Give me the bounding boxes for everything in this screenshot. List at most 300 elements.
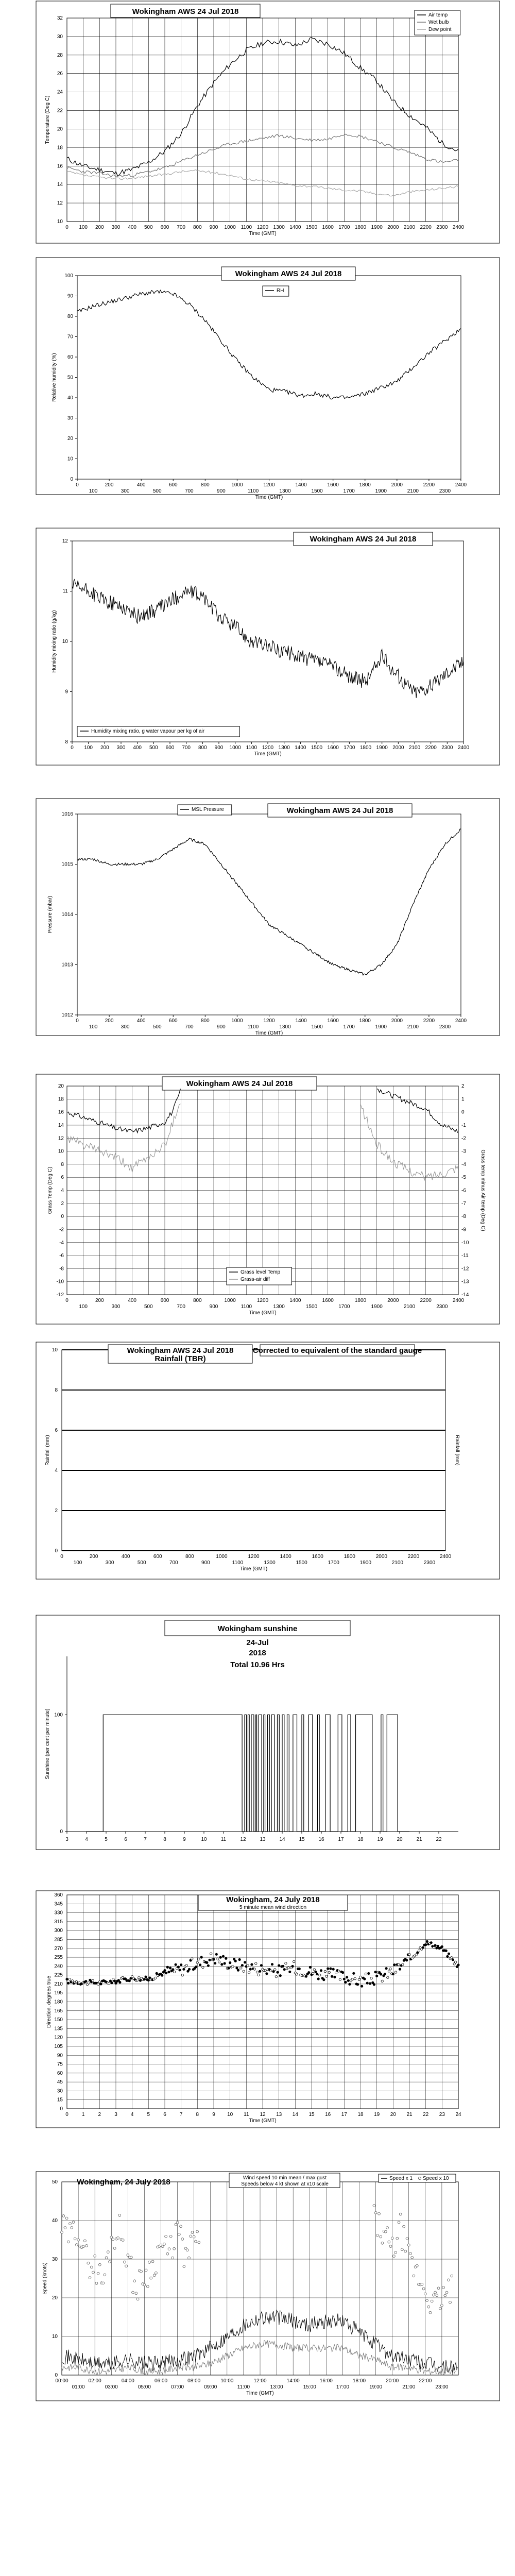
chart8-point — [138, 1976, 140, 1978]
chart9-xtick: 12:00 — [253, 2378, 267, 2384]
chart8-point — [448, 1953, 450, 1955]
chart8-ytick: 285 — [54, 1937, 63, 1943]
chart3-xlabel: Time (GMT) — [254, 751, 282, 757]
chart9-legend-entry: Speed x 1 — [389, 2176, 413, 2181]
chart1-legend-entry: Wet bulb — [428, 20, 449, 25]
chart6-subtitle: Rainfall (TBR) — [154, 1354, 206, 1363]
chart2-xtick: 600 — [168, 482, 178, 488]
chart2-xtick: 300 — [121, 488, 130, 494]
chart5-ytick-right: -11 — [461, 1253, 469, 1259]
chart8-ytick: 330 — [54, 1910, 63, 1916]
chart8-point — [222, 1955, 224, 1957]
chart9-point-x10 — [445, 2291, 448, 2294]
chart8-point — [406, 1959, 408, 1961]
chart8-ytick: 0 — [60, 2106, 63, 2112]
chart9-point-x10 — [378, 2213, 381, 2215]
chart8-xtick: 9 — [212, 2112, 215, 2117]
chart8-point — [68, 1978, 71, 1980]
chart9-xtick: 07:00 — [171, 2384, 184, 2390]
chart8-point — [366, 1982, 368, 1984]
chart4-ytick: 1013 — [61, 962, 73, 968]
chart5-ytick: 8 — [61, 1161, 64, 1167]
chart3-xtick: 1100 — [246, 745, 258, 751]
chart1-xtick: 1600 — [322, 225, 334, 230]
chart8-xtick: 24 — [455, 2112, 461, 2117]
chart4-xtick: 700 — [184, 1024, 194, 1030]
chart5-xtick: 800 — [193, 1298, 202, 1303]
chart9-xtick: 04:00 — [121, 2378, 134, 2384]
chart4-xtick: 1900 — [375, 1024, 387, 1030]
chart9-point-x10 — [98, 2263, 101, 2266]
chart8-ytick: 75 — [57, 2061, 63, 2067]
chart8-xtick: 15 — [308, 2112, 315, 2117]
chart8-point — [253, 1968, 255, 1970]
chart8-point — [249, 1968, 251, 1970]
chart9-point-x10 — [388, 2241, 390, 2243]
chart8-xtick: 5 — [147, 2112, 150, 2117]
chart8-point — [213, 1958, 215, 1960]
chart9-point-x10 — [183, 2265, 185, 2268]
chart9-point-x10 — [169, 2235, 172, 2238]
chart8-point — [154, 1977, 156, 1979]
chart8-xtick: 0 — [65, 2112, 68, 2117]
chart8-point — [283, 1969, 285, 1971]
chart2-xtick: 2200 — [423, 482, 435, 488]
chart3-xtick: 2300 — [441, 745, 453, 751]
chart4-ytick: 1015 — [61, 861, 73, 868]
chart5-ytick-right: 0 — [461, 1109, 465, 1115]
chart8-point — [108, 1982, 110, 1985]
chart5-ytick-right: -6 — [461, 1188, 466, 1194]
chart4-xtick: 1300 — [279, 1024, 291, 1030]
chart8-point — [169, 1967, 171, 1969]
chart8-point — [447, 1955, 449, 1957]
chart7-date: 24-Jul — [246, 1638, 269, 1647]
chart8-point — [200, 1956, 202, 1958]
chart5-xtick: 600 — [160, 1298, 169, 1303]
chart8-point — [305, 1975, 307, 1977]
chart8-point — [181, 1974, 183, 1976]
chart9-xtick: 19:00 — [369, 2384, 383, 2390]
chart8-ytick: 105 — [54, 2043, 63, 2049]
chart9-point-x10 — [403, 2225, 405, 2228]
chart6-ylabel: Rainfall (mm) — [45, 1435, 50, 1466]
chart2-xtick: 500 — [152, 488, 162, 494]
chart9-point-x10 — [94, 2255, 96, 2257]
chart3-ytick: 12 — [62, 538, 68, 544]
chart5-xtick: 1400 — [289, 1298, 301, 1303]
chart8-xtick: 17 — [341, 2112, 347, 2117]
chart8-point — [185, 1964, 187, 1967]
chart5-legend-entry: Grass-air diff — [241, 1277, 270, 1282]
chart9-point-x10 — [421, 2283, 423, 2286]
chart8-point — [266, 1973, 268, 1975]
chart8-xtick: 8 — [196, 2112, 199, 2117]
chart4-xtick: 200 — [105, 1018, 114, 1024]
chart5-xtick: 1100 — [241, 1304, 252, 1310]
chart2-xtick: 1000 — [231, 482, 243, 488]
chart8-point — [228, 1967, 230, 1969]
chart8-point — [441, 1945, 443, 1947]
chart8-point — [415, 1954, 417, 1956]
chart8-ylabel: Direction, degrees true — [46, 1975, 52, 2028]
chart5-ytick-right: -9 — [461, 1227, 466, 1233]
chart2-xtick: 0 — [76, 482, 79, 488]
chart6-ytick: 2 — [55, 1508, 58, 1514]
chart2-xtick: 1700 — [343, 488, 355, 494]
chart8-point — [374, 1971, 376, 1973]
chart6-xtick: 1400 — [280, 1554, 291, 1560]
chart8-point — [66, 1978, 68, 1980]
chart4-xlabel: Time (GMT) — [255, 1030, 283, 1036]
chart8-point — [164, 1969, 166, 1971]
chart5-ytick-right: -2 — [461, 1136, 466, 1142]
chart2-xtick: 1300 — [279, 488, 291, 494]
chart8-point — [334, 1976, 336, 1978]
chart9-point-x10 — [449, 2301, 452, 2304]
chart8-point — [221, 1963, 223, 1965]
chart3-xtick: 1300 — [278, 745, 290, 751]
chart5-ytick-right: -10 — [461, 1240, 469, 1246]
chart9-point-x10 — [89, 2277, 91, 2279]
chart2-xtick: 1100 — [247, 488, 259, 494]
chart7-xtick: 22 — [436, 1837, 442, 1842]
chart2-ylabel: Relative humidity (%) — [52, 353, 57, 402]
chart8-point — [347, 1979, 349, 1981]
chart9-point-x10 — [384, 2230, 387, 2233]
chart7-series-sunshine — [87, 1715, 409, 1832]
chart9-point-x10 — [150, 2277, 152, 2279]
chart9-point-x10 — [82, 2245, 84, 2248]
chart5-xtick: 700 — [177, 1304, 186, 1310]
chart9-legend-entry: Speed x 10 — [423, 2176, 449, 2181]
chart8-point — [165, 1972, 167, 1974]
chart8-point — [224, 1962, 226, 1964]
chart5-ytick: -10 — [56, 1279, 64, 1285]
chart9-point-x10 — [386, 2227, 389, 2229]
chart8-ytick: 240 — [54, 1963, 63, 1970]
chart8-point — [271, 1963, 273, 1965]
chart6-ytick: 0 — [55, 1548, 58, 1554]
chart9-point-x10 — [376, 2234, 379, 2236]
chart8-point — [85, 1980, 87, 1982]
chart8-point — [452, 1959, 454, 1961]
chart3-xtick: 400 — [133, 745, 142, 751]
chart8-point — [180, 1964, 182, 1966]
chart8-point — [258, 1974, 260, 1976]
chart5-ytick-right: 1 — [461, 1096, 465, 1103]
chart4-xtick: 900 — [217, 1024, 226, 1030]
chart9-point-x10 — [122, 2239, 124, 2242]
chart2-xtick: 2300 — [439, 488, 451, 494]
chart5-xtick: 1500 — [305, 1304, 318, 1310]
chart8-point — [402, 1963, 404, 1965]
chart6-ytick: 8 — [55, 1387, 58, 1393]
chart8-point — [71, 1980, 73, 1982]
chart9-xlabel: Time (GMT) — [246, 2391, 274, 2396]
chart6-xtick: 1300 — [264, 1560, 276, 1566]
chart8-subtitle: 5 minute mean wind direction — [239, 1905, 307, 1910]
chart7-title: Wokingham sunshine — [217, 1624, 298, 1633]
chart8-point — [278, 1964, 280, 1967]
chart5-ytick-right: -13 — [461, 1279, 469, 1285]
chart4-xtick: 600 — [168, 1018, 178, 1024]
chart9-ytick: 40 — [52, 2218, 58, 2224]
chart8-point — [202, 1966, 204, 1968]
chart5-xtick: 1700 — [338, 1304, 350, 1310]
chart8-ytick: 90 — [57, 2053, 63, 2059]
chart9-ytick: 50 — [52, 2179, 58, 2185]
chart3-ytick: 10 — [62, 639, 68, 645]
chart8-point — [327, 1968, 329, 1970]
chart9-xtick: 03:00 — [105, 2384, 118, 2390]
chart9-point-x10 — [198, 2241, 200, 2244]
chart2-ytick: 40 — [67, 395, 73, 401]
chart8-point — [111, 1981, 113, 1984]
chart6-xtick: 2300 — [423, 1560, 436, 1566]
chart9-ytick: 0 — [55, 2372, 58, 2378]
chart8-point — [147, 1979, 149, 1981]
chart6-xtick: 1200 — [248, 1554, 260, 1560]
chart3-xtick: 700 — [182, 745, 191, 751]
chart9-xtick: 01:00 — [72, 2384, 85, 2390]
chart8-point — [308, 1971, 310, 1973]
chart9-point-x10 — [413, 2275, 415, 2277]
chart9-point-x10 — [166, 2252, 169, 2255]
chart7-xtick: 6 — [124, 1837, 127, 1842]
chart1-xtick: 2400 — [452, 225, 465, 230]
chart2-xtick: 200 — [105, 482, 114, 488]
chart8-point — [298, 1968, 300, 1970]
chart8-xtick: 3 — [114, 2112, 117, 2117]
chart7-xtick: 13 — [260, 1837, 266, 1842]
chart6-ytick: 10 — [52, 1347, 58, 1353]
chart8-point — [381, 1980, 383, 1982]
chart5-ytick: 20 — [58, 1083, 64, 1089]
chart8-point — [217, 1958, 219, 1960]
chart7-xtick: 17 — [338, 1837, 344, 1842]
chart8-ytick: 315 — [54, 1919, 63, 1925]
chart8-xtick: 10 — [227, 2112, 233, 2117]
chart1-xtick: 1100 — [241, 225, 252, 230]
chart3-ytick: 11 — [62, 588, 68, 595]
chart9-point-x10 — [434, 2291, 437, 2294]
chart8-point — [88, 1982, 90, 1984]
chart9-title: Wokingham, 24 July 2018 — [77, 2178, 170, 2187]
chart5-xtick: 1300 — [273, 1304, 285, 1310]
chart6-xtick: 1800 — [344, 1554, 355, 1560]
chart3-xtick: 1700 — [344, 745, 355, 751]
chart3-title: Wokingham AWS 24 Jul 2018 — [310, 535, 417, 544]
chart9-point-x10 — [107, 2251, 109, 2253]
chart8-point — [389, 1968, 391, 1970]
chart2-xtick: 2100 — [407, 488, 419, 494]
chart3-xtick: 1400 — [295, 745, 306, 751]
chart4-xtick: 1200 — [263, 1018, 275, 1024]
chart2-ytick: 100 — [64, 273, 73, 279]
chart9-point-x10 — [104, 2274, 106, 2276]
chart2-title: Wokingham AWS 24 Jul 2018 — [235, 269, 342, 278]
chart5-ylabel-right: Grass temp minus Air temp (Deg C) — [480, 1149, 486, 1231]
chart7-xtick: 3 — [65, 1837, 68, 1842]
chart9-point-x10 — [196, 2230, 199, 2233]
chart8-point — [113, 1980, 115, 1982]
chart8-point — [319, 1974, 321, 1976]
chart8-ytick: 360 — [54, 1892, 63, 1898]
chart3-xtick: 800 — [198, 745, 207, 751]
chart1-xtick: 1500 — [305, 225, 318, 230]
chart3-legend-entry: Humidity mixing ratio, g water vapour per kg of air — [91, 728, 205, 734]
chart6-xtick: 700 — [169, 1560, 178, 1566]
chart9-series-line-mean — [62, 2341, 457, 2375]
chart8-xtick: 20 — [390, 2112, 396, 2117]
chart9-point-x10 — [64, 2227, 66, 2229]
chart8-point — [67, 1982, 69, 1984]
chart3-series-line-mixing-ratio — [72, 580, 464, 698]
chart9-point-x10 — [112, 2238, 114, 2241]
chart1-xtick: 1800 — [354, 225, 367, 230]
chart9-point-x10 — [130, 2256, 132, 2259]
chart8-point — [214, 1962, 216, 1964]
chart8-point — [455, 1961, 457, 1963]
chart2-xtick: 2000 — [391, 482, 403, 488]
chart8-ytick: 300 — [54, 1928, 63, 1934]
chart1-ytick: 32 — [57, 15, 63, 21]
chart9-ytick: 10 — [52, 2334, 58, 2340]
chart9-point-x10 — [442, 2286, 445, 2289]
chart5-ytick-right: -3 — [461, 1148, 466, 1155]
chart1-xtick: 400 — [128, 225, 137, 230]
chart5-xtick: 500 — [144, 1304, 153, 1310]
chart8-point — [370, 1977, 372, 1979]
chart8-point — [229, 1961, 231, 1963]
chart8-xtick: 13 — [276, 2112, 282, 2117]
chart8-point — [206, 1961, 208, 1963]
chart8-point — [285, 1962, 287, 1964]
chart7-year: 2018 — [249, 1649, 266, 1657]
chart1-xtick: 700 — [177, 225, 186, 230]
chart3-xtick: 1800 — [359, 745, 372, 751]
chart5-ytick: 4 — [61, 1188, 64, 1194]
chart8-xtick: 22 — [423, 2112, 429, 2117]
chart8-point — [287, 1967, 289, 1969]
chart8-point — [388, 1970, 390, 1972]
chart1-ytick: 12 — [57, 200, 63, 207]
chart7-xtick: 7 — [144, 1837, 147, 1842]
chart5-legend-entry: Grass level Temp — [241, 1269, 281, 1275]
chart6-xtick: 1000 — [216, 1554, 228, 1560]
chart1-xtick: 900 — [209, 225, 218, 230]
chart5-xtick: 1000 — [224, 1298, 236, 1303]
chart7-xtick: 19 — [377, 1837, 383, 1842]
chart9-point-x10 — [95, 2282, 98, 2285]
chart9-point-x10 — [145, 2269, 147, 2272]
chart5-ytick: 14 — [58, 1122, 64, 1128]
chart2-xtick: 1600 — [327, 482, 339, 488]
chart3-xtick: 600 — [165, 745, 175, 751]
chart8-point — [247, 1964, 249, 1967]
chart9-point-x10 — [195, 2240, 197, 2243]
chart8-xtick: 4 — [130, 2112, 134, 2117]
chart7-total: Total 10.96 Hrs — [230, 1660, 285, 1669]
chart8-point — [343, 1978, 345, 1980]
chart1-ytick: 26 — [57, 71, 63, 77]
chart9-point-x10 — [426, 2299, 428, 2302]
chart8-point — [175, 1963, 177, 1965]
chart9-point-x10 — [117, 2237, 119, 2240]
chart8-ytick: 210 — [54, 1981, 63, 1987]
chart2-xtick: 400 — [136, 482, 146, 488]
chart8-point — [437, 1945, 439, 1947]
chart5-xtick: 2200 — [420, 1298, 432, 1303]
chart8-point — [353, 1972, 355, 1974]
chart1-ytick: 24 — [57, 89, 63, 95]
chart8-ytick: 15 — [57, 2097, 63, 2103]
chart8-point — [277, 1971, 279, 1973]
chart1-ytick: 14 — [57, 182, 63, 188]
chart5-xtick: 1900 — [371, 1304, 383, 1310]
chart9-xtick: 10:00 — [220, 2378, 234, 2384]
chart8-point — [323, 1978, 325, 1980]
chart9-point-x10 — [391, 2237, 393, 2240]
chart3-plot-area — [72, 541, 464, 742]
chart4-xtick: 1800 — [359, 1018, 371, 1024]
chart8-xtick: 23 — [439, 2112, 445, 2117]
chart9-legend-swatch — [419, 2177, 421, 2180]
chart2-ytick: 80 — [67, 314, 73, 319]
chart9-point-x10 — [399, 2213, 402, 2215]
chart5-ytick-right: -5 — [461, 1175, 466, 1181]
chart9-point-x10 — [381, 2242, 384, 2244]
chart6-xtick: 1700 — [328, 1560, 339, 1566]
chart5-xtick: 100 — [79, 1304, 88, 1310]
chart9-point-x10 — [92, 2271, 95, 2274]
chart4-xtick: 1600 — [327, 1018, 339, 1024]
chart8-point — [351, 1978, 353, 1980]
chart4-xtick: 800 — [200, 1018, 210, 1024]
chart9-point-x10 — [186, 2249, 188, 2251]
chart2-xtick: 1900 — [375, 488, 387, 494]
chart9-xtick: 16:00 — [319, 2378, 333, 2384]
chart8-point — [289, 1971, 291, 1973]
chart8-ytick: 225 — [54, 1972, 63, 1978]
chart8-point — [312, 1972, 314, 1974]
chart5-ylabel: Grass Temp (Deg C) — [47, 1166, 53, 1214]
chart8-point — [445, 1950, 447, 1952]
chart8-ytick: 150 — [54, 2017, 63, 2023]
chart4-xtick: 1700 — [343, 1024, 355, 1030]
chart7-xtick: 8 — [163, 1837, 166, 1842]
chart7-xtick: 20 — [397, 1837, 403, 1842]
chart9-point-x10 — [193, 2235, 195, 2238]
chart8-point — [188, 1968, 190, 1970]
chart4-xtick: 300 — [121, 1024, 130, 1030]
chart8-point — [332, 1968, 334, 1970]
chart4-title: Wokingham AWS 24 Jul 2018 — [286, 806, 393, 815]
chart9-point-x10 — [171, 2257, 174, 2259]
chart8-xtick: 6 — [163, 2112, 166, 2117]
chart2-xtick: 1800 — [359, 482, 371, 488]
chart9-point-x10 — [394, 2251, 397, 2254]
chart3-xtick: 2200 — [425, 745, 437, 751]
chart3-xtick: 2400 — [457, 745, 470, 751]
chart7-xtick: 14 — [279, 1837, 285, 1842]
chart9-point-x10 — [71, 2227, 73, 2229]
chart8-point — [244, 1961, 246, 1963]
chart8-point — [457, 1964, 459, 1966]
chart8-ytick: 255 — [54, 1955, 63, 1961]
chart8-point — [172, 1969, 174, 1971]
